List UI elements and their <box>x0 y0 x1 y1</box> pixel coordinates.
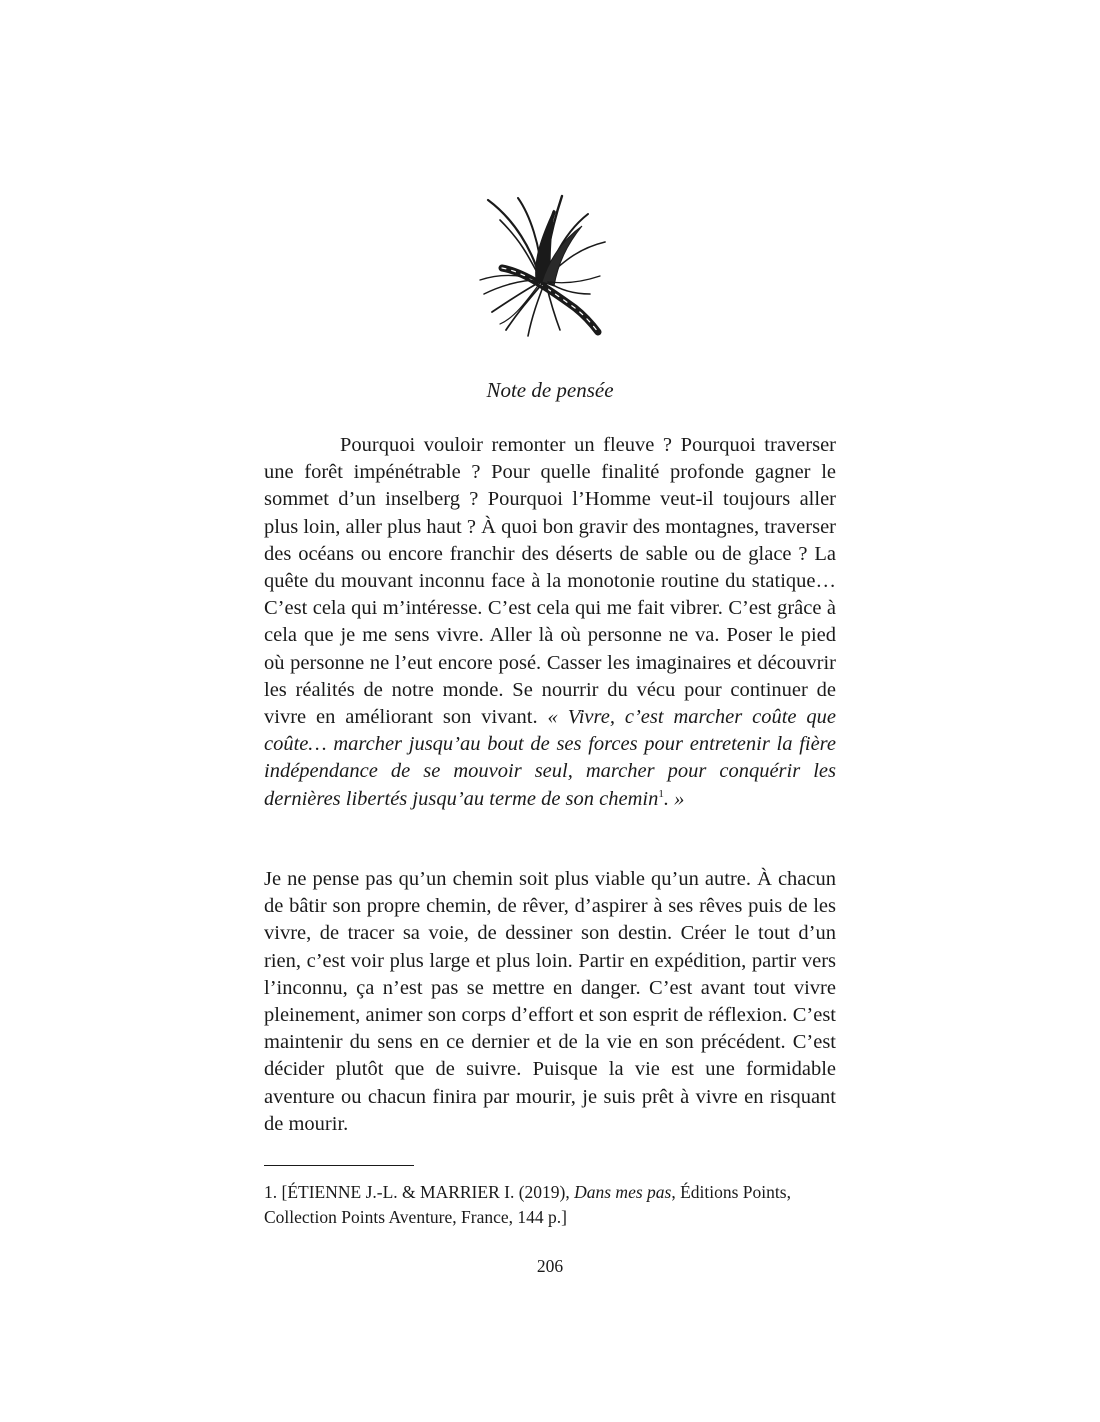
bromeliad-plant-icon <box>470 190 620 340</box>
quotation-text: « Vivre, c’est marcher coûte que coûte… marcher jusqu’au bout de ses forces pour entretenir la fière indépendance de se mouvoir seul, marcher pour conquérir les dernières libertés jusqu’au terme de son chemin <box>264 706 836 810</box>
footnote-book-title: Dans mes pas <box>574 1182 672 1202</box>
footnote-divider <box>264 1165 414 1166</box>
footnote-suffix: , Éditions Points, Collection Points Aventure, France, 144 p.] <box>264 1182 791 1227</box>
footnote-prefix: 1. [ÉTIENNE J.-L. & MARRIER I. (2019), <box>264 1182 575 1202</box>
paragraph-1 <box>264 432 836 813</box>
paragraph-1-text: Pourquoi vouloir remonter un fleuve ? Pourquoi traverser une forêt impénétrable ? Pour quelle finalité profonde gagner le sommet d’un inselberg ? Pourquoi l’Homme veut-il toujours aller plus loin, aller plus haut ? À quoi bon gravir des montagnes, traverser des océans ou encore franchir des déserts de sable ou de glace ? La quête du mouvant inconnu face à la monotonie routine du statique… C’est cela qui m’intéresse. C’est cela qui me fait vibrer. C’est grâce à cela que je me sens vivre. Aller là où personne ne va. Poser le pied où personne ne l’eut encore posé. Casser les imaginaires et découvrir les réalités de notre monde. Se nourrir du vécu pour continuer de vivre en améliorant son vivant. <box>264 434 836 729</box>
footnote <box>264 1180 839 1230</box>
quotation-end: . » <box>663 787 685 810</box>
page-number: 206 <box>536 1256 564 1276</box>
paragraph-2: Je ne pense pas qu’un chemin soit plus viable qu’un autre. À chacun de bâtir son propre chemin, de rêver, d’aspirer à ses rêves puis de les vivre, de tracer sa voie, de dessiner son destin. Créer le tout d’un rien, c’est voir plus large et plus loin. Partir en expédition, partir vers l’inconnu, ça n’est pas se mettre en danger. C’est avant tout vivre pleinement, animer son corps d’effort et son esprit de réflexion. C’est maintenir du sens en ce dernier et de la vie en son précédent. C’est décider plutôt que de suivre. Puisque la vie est une formidable aventure ou chacun finira par mourir, je suis prêt à vivre en risquant de mourir. <box>264 868 836 1135</box>
footnote-reference[interactable]: 1 <box>658 787 664 800</box>
section-title: Note de pensée <box>486 378 614 402</box>
